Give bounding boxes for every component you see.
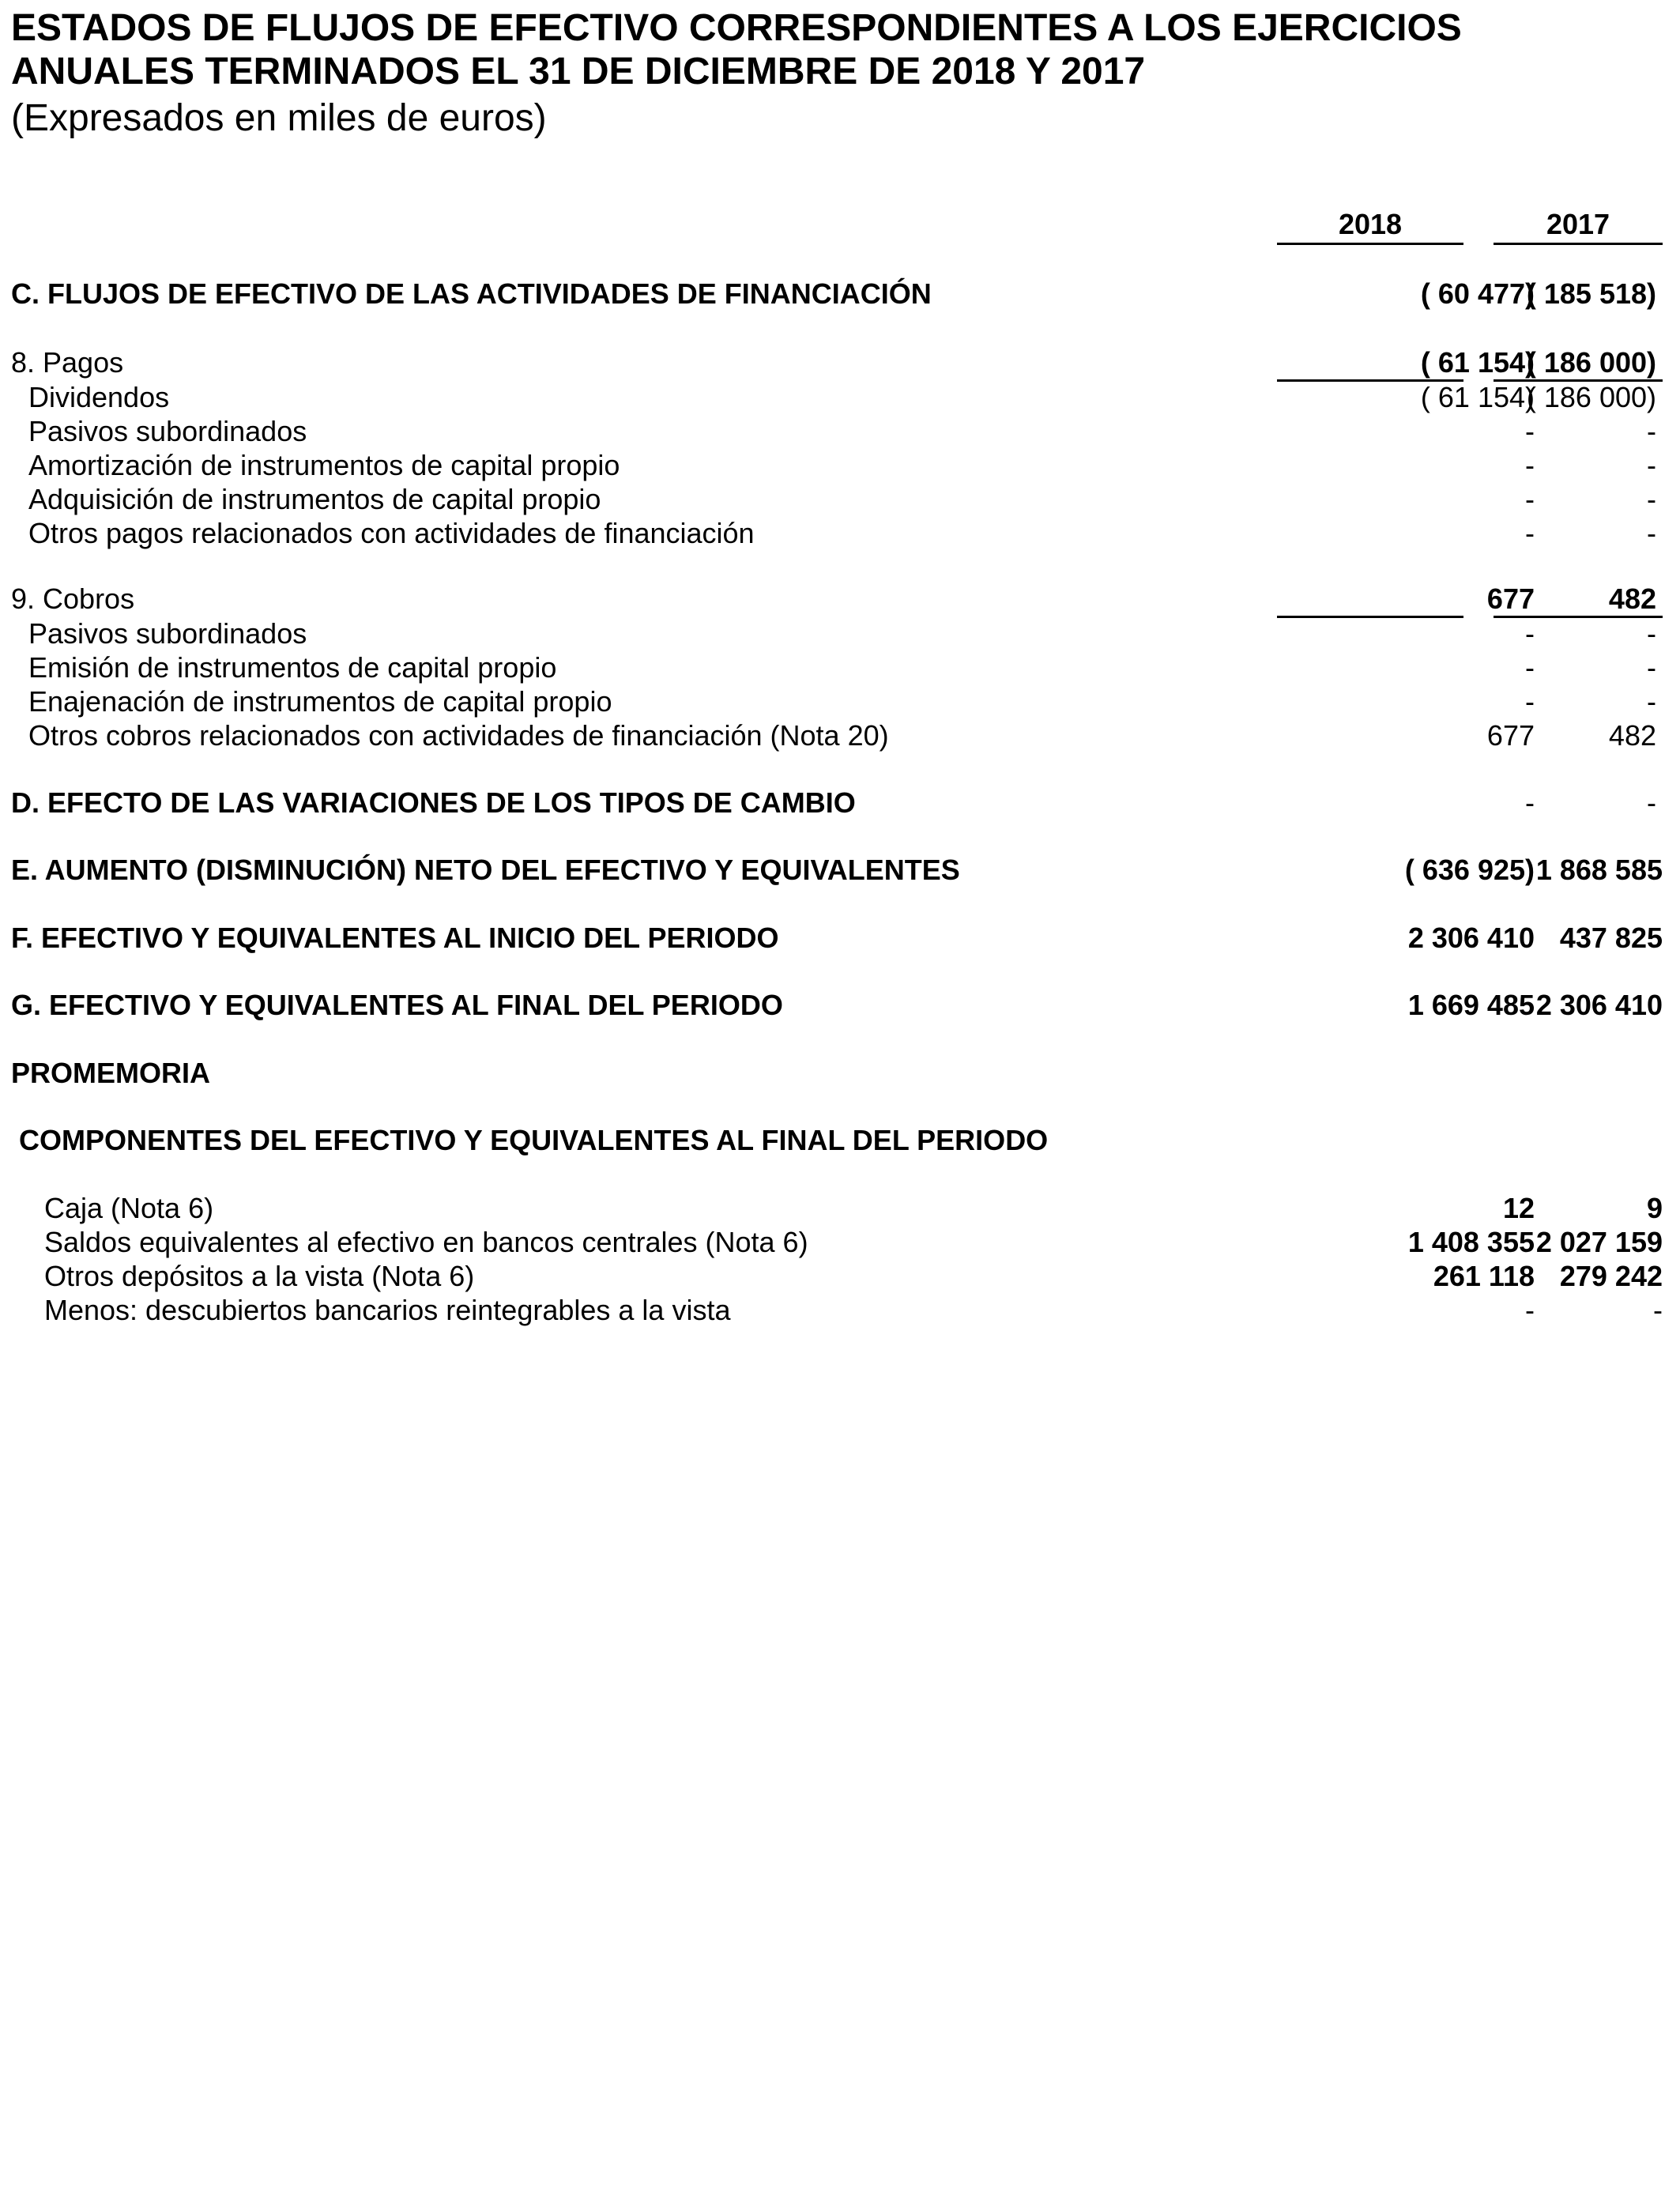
components-item-label: Otros depósitos a la vista (Nota 6) bbox=[44, 1260, 475, 1292]
components-item-row bbox=[11, 1293, 1663, 1328]
column-header-2017: 2017 bbox=[1546, 208, 1610, 240]
cobros-2017: 482 bbox=[1608, 582, 1656, 615]
components-item-2017: - bbox=[1653, 1294, 1663, 1326]
pagos-item-2018: - bbox=[1525, 449, 1535, 481]
cobros-item-label: Pasivos subordinados bbox=[28, 617, 307, 650]
pagos-item-2018: - bbox=[1525, 483, 1535, 515]
section-c-2018: ( 60 477) bbox=[1420, 277, 1535, 310]
components-item-label: Menos: descubiertos bancarios reintegrables a la vista bbox=[44, 1294, 731, 1326]
pagos-label: 8. Pagos bbox=[11, 346, 124, 379]
promemoria-label: PROMEMORIA bbox=[11, 1057, 210, 1089]
cobros-item-2017: - bbox=[1647, 651, 1656, 684]
section-f-row bbox=[11, 921, 1663, 956]
pagos-item-2017: - bbox=[1647, 483, 1656, 515]
cobros-item-2018: - bbox=[1525, 617, 1535, 650]
pagos-item-2018: - bbox=[1525, 415, 1535, 447]
components-item-label: Saldos equivalentes al efectivo en bancos centrales (Nota 6) bbox=[44, 1226, 808, 1258]
cobros-item-label: Enajenación de instrumentos de capital propio bbox=[28, 685, 612, 718]
components-item-label: Caja (Nota 6) bbox=[44, 1192, 214, 1224]
components-item-2018: 12 bbox=[1502, 1192, 1535, 1224]
section-d-2017: - bbox=[1647, 786, 1656, 819]
section-e-2017: 1 868 585 bbox=[1535, 854, 1663, 886]
pagos-item-2017: - bbox=[1647, 449, 1656, 481]
components-item-row bbox=[11, 1191, 1663, 1226]
cobros-item-row bbox=[11, 650, 1663, 685]
section-g-2017: 2 306 410 bbox=[1535, 989, 1663, 1021]
pagos-item-label: Adquisición de instrumentos de capital propio bbox=[28, 483, 601, 515]
pagos-item-label: Pasivos subordinados bbox=[28, 415, 307, 447]
section-e-2018: ( 636 925) bbox=[1404, 854, 1535, 886]
cobros-item-label: Emisión de instrumentos de capital propio bbox=[28, 651, 557, 684]
pagos-2018: ( 61 154) bbox=[1420, 346, 1535, 379]
pagos-item-2017: ( 186 000) bbox=[1526, 381, 1656, 413]
promemoria-row bbox=[11, 1056, 1663, 1091]
column-header-2018-underline bbox=[1277, 243, 1463, 245]
components-heading-row bbox=[11, 1123, 1663, 1158]
components-item-row bbox=[11, 1225, 1663, 1260]
components-item-2018: 1 408 355 bbox=[1407, 1226, 1535, 1258]
column-header-row bbox=[11, 207, 1663, 242]
cobros-item-row bbox=[11, 718, 1663, 753]
column-header-2017-underline bbox=[1494, 243, 1663, 245]
components-item-2017: 9 bbox=[1646, 1192, 1663, 1224]
cobros-item-2018: 677 bbox=[1486, 719, 1535, 752]
section-d-label: D. EFECTO DE LAS VARIACIONES DE LOS TIPOS DE CAMBIO bbox=[11, 786, 856, 819]
cobros-item-2018: - bbox=[1525, 685, 1535, 718]
column-header-2018: 2018 bbox=[1338, 208, 1403, 240]
cobros-item-2017: - bbox=[1647, 617, 1656, 650]
pagos-row bbox=[11, 345, 1663, 380]
document-subtitle: (Expresados en miles de euros) bbox=[11, 97, 547, 139]
cobros-2018: 677 bbox=[1486, 582, 1535, 615]
components-item-2017: 2 027 159 bbox=[1535, 1226, 1663, 1258]
components-item-2017: 279 242 bbox=[1559, 1260, 1663, 1292]
section-f-label: F. EFECTIVO Y EQUIVALENTES AL INICIO DEL PERIODO bbox=[11, 922, 779, 954]
document-title-line-2: ANUALES TERMINADOS EL 31 DE DICIEMBRE DE 2018 Y 2017 bbox=[11, 51, 1146, 92]
cobros-item-2018: - bbox=[1525, 651, 1535, 684]
section-g-label: G. EFECTIVO Y EQUIVALENTES AL FINAL DEL PERIODO bbox=[11, 989, 783, 1021]
cobros-item-2017: - bbox=[1647, 685, 1656, 718]
components-item-2018: 261 118 bbox=[1433, 1260, 1535, 1292]
document-title-line-1: ESTADOS DE FLUJOS DE EFECTIVO CORRESPONDIENTES A LOS EJERCICIOS bbox=[11, 7, 1462, 49]
section-d-row bbox=[11, 786, 1663, 820]
cobros-row bbox=[11, 582, 1663, 616]
pagos-2017: ( 186 000) bbox=[1526, 346, 1656, 379]
pagos-item-row bbox=[11, 516, 1663, 551]
section-f-2018: 2 306 410 bbox=[1407, 922, 1535, 954]
section-c-row bbox=[11, 277, 1663, 311]
section-e-label: E. AUMENTO (DISMINUCIÓN) NETO DEL EFECTIVO Y EQUIVALENTES bbox=[11, 854, 960, 886]
pagos-item-label: Otros pagos relacionados con actividades de financiación bbox=[28, 517, 755, 549]
pagos-item-row bbox=[11, 482, 1663, 517]
pagos-item-2018: - bbox=[1525, 517, 1535, 549]
section-e-row bbox=[11, 853, 1663, 888]
section-g-2018: 1 669 485 bbox=[1407, 989, 1535, 1021]
section-d-2018: - bbox=[1525, 786, 1535, 819]
cobros-label: 9. Cobros bbox=[11, 582, 135, 615]
components-item-2018: - bbox=[1525, 1294, 1535, 1326]
cobros-item-label: Otros cobros relacionados con actividades de financiación (Nota 20) bbox=[28, 719, 889, 752]
section-f-2017: 437 825 bbox=[1559, 922, 1663, 954]
pagos-item-2017: - bbox=[1647, 415, 1656, 447]
section-c-label: C. FLUJOS DE EFECTIVO DE LAS ACTIVIDADES DE FINANCIACIÓN bbox=[11, 277, 932, 310]
components-item-row bbox=[11, 1259, 1663, 1294]
cobros-item-2017: 482 bbox=[1608, 719, 1656, 752]
pagos-item-2018: ( 61 154) bbox=[1420, 381, 1535, 413]
section-g-row bbox=[11, 988, 1663, 1023]
pagos-item-row bbox=[11, 414, 1663, 449]
pagos-item-2017: - bbox=[1647, 517, 1656, 549]
cobros-item-row bbox=[11, 616, 1663, 651]
pagos-item-label: Amortización de instrumentos de capital propio bbox=[28, 449, 620, 481]
pagos-item-label: Dividendos bbox=[28, 381, 170, 413]
pagos-item-row bbox=[11, 448, 1663, 483]
pagos-item-row bbox=[11, 380, 1663, 415]
cobros-item-row bbox=[11, 684, 1663, 719]
section-c-2017: ( 185 518) bbox=[1526, 277, 1656, 310]
components-heading: COMPONENTES DEL EFECTIVO Y EQUIVALENTES AL FINAL DEL PERIODO bbox=[19, 1124, 1049, 1156]
